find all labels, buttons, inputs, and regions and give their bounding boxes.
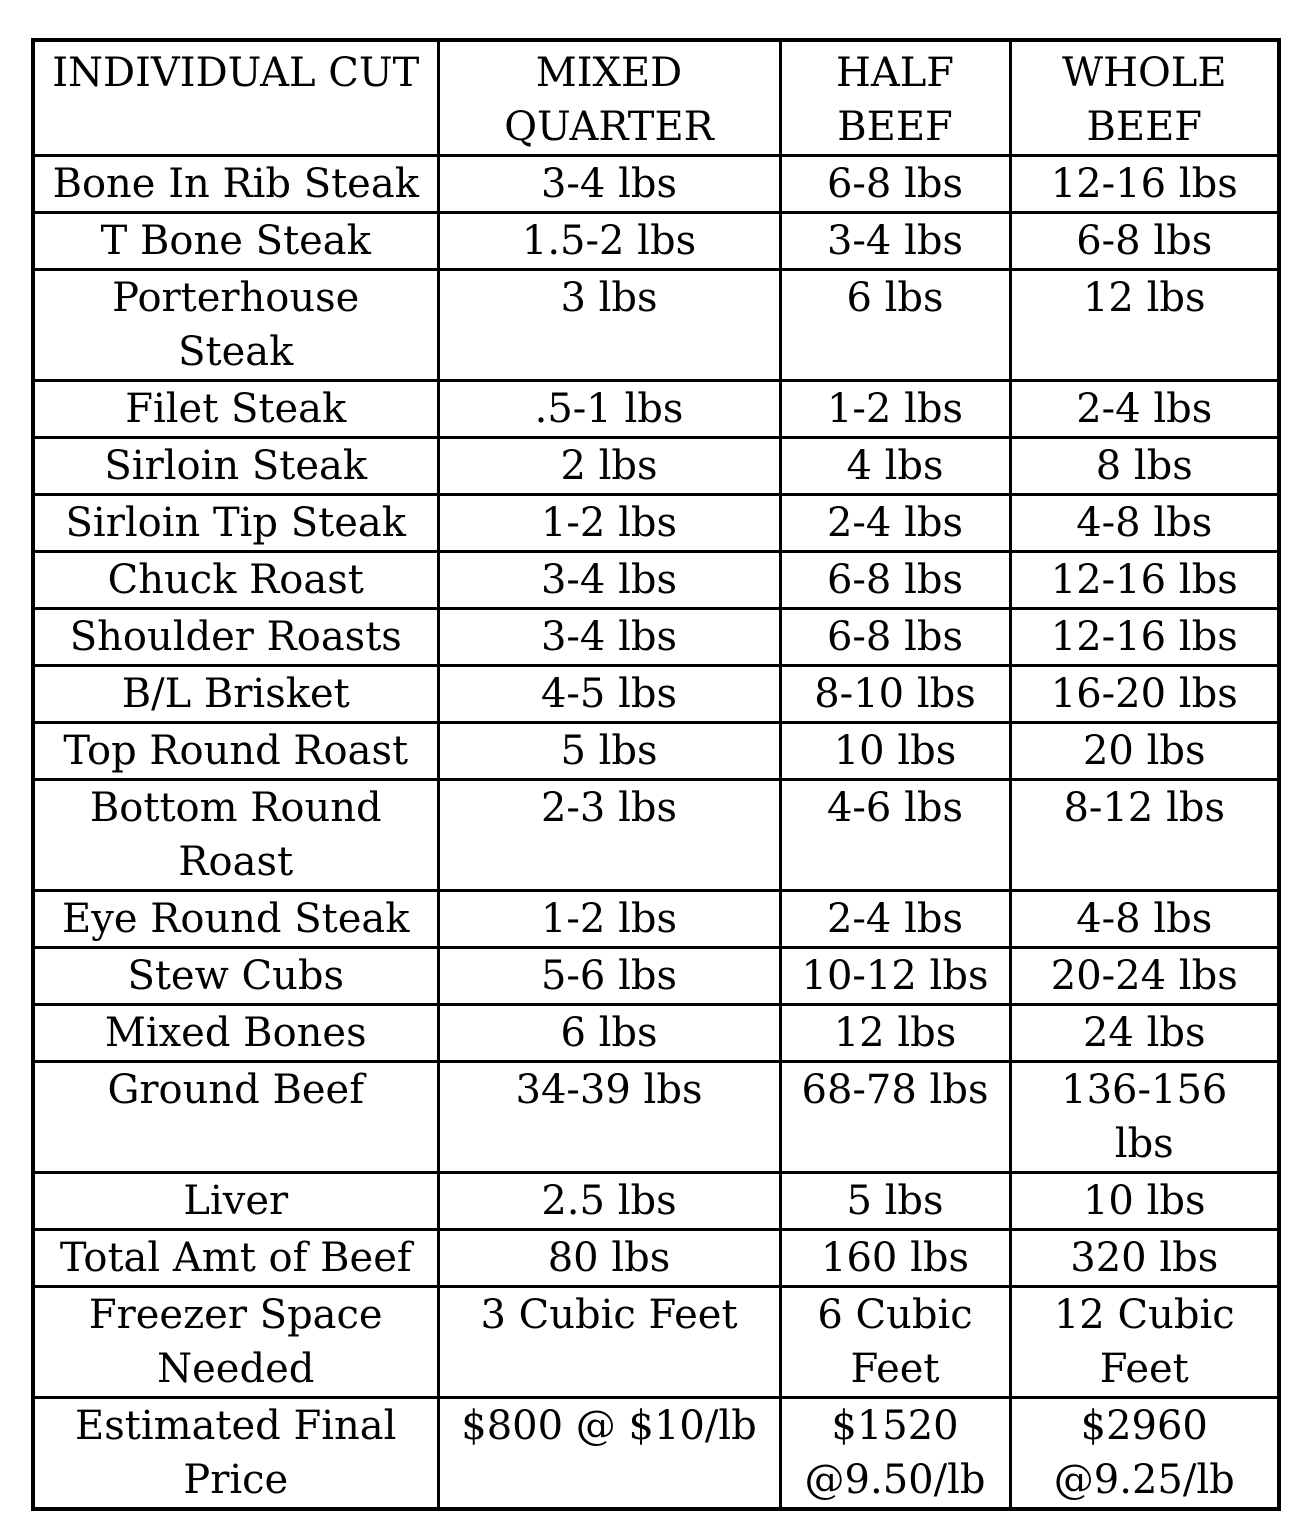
whole-beef-cell: $2960 @9.25/lb xyxy=(1010,1398,1279,1510)
cut-name-cell: Eye Round Steak xyxy=(33,891,438,948)
half-beef-cell: 1-2 lbs xyxy=(780,381,1010,438)
cut-name-cell: T Bone Steak xyxy=(33,213,438,270)
table-row xyxy=(33,666,1279,723)
half-beef-cell: 6-8 lbs xyxy=(780,156,1010,213)
cut-name-cell: Sirloin Steak xyxy=(33,438,438,495)
whole-beef-cell: 24 lbs xyxy=(1010,1005,1279,1062)
mixed-quarter-cell: 3 lbs xyxy=(438,270,780,381)
whole-beef-cell: 320 lbs xyxy=(1010,1230,1279,1287)
table-row xyxy=(33,1230,1279,1287)
whole-beef-cell: 12 Cubic Feet xyxy=(1010,1287,1279,1398)
whole-beef-cell: 12-16 lbs xyxy=(1010,552,1279,609)
half-beef-cell: 8-10 lbs xyxy=(780,666,1010,723)
table-row xyxy=(33,213,1279,270)
table-row xyxy=(33,948,1279,1005)
cut-name-cell: Bottom Round Roast xyxy=(33,780,438,891)
cut-name-cell: Filet Steak xyxy=(33,381,438,438)
whole-beef-cell: 20-24 lbs xyxy=(1010,948,1279,1005)
table-row xyxy=(33,438,1279,495)
cut-name-cell: Shoulder Roasts xyxy=(33,609,438,666)
mixed-quarter-cell: 1-2 lbs xyxy=(438,495,780,552)
whole-beef-cell: 16-20 lbs xyxy=(1010,666,1279,723)
half-beef-cell: 4 lbs xyxy=(780,438,1010,495)
mixed-quarter-cell: 80 lbs xyxy=(438,1230,780,1287)
header-mixed-quarter: MIXED QUARTER xyxy=(438,40,780,156)
mixed-quarter-cell: 1.5-2 lbs xyxy=(438,213,780,270)
header-individual-cut: INDIVIDUAL CUT xyxy=(33,40,438,156)
cut-name-cell: Ground Beef xyxy=(33,1062,438,1173)
table-row xyxy=(33,1287,1279,1398)
mixed-quarter-cell: $800 @ $10/lb xyxy=(438,1398,780,1510)
mixed-quarter-cell: 3-4 lbs xyxy=(438,156,780,213)
cut-name-cell: Mixed Bones xyxy=(33,1005,438,1062)
whole-beef-cell: 12 lbs xyxy=(1010,270,1279,381)
mixed-quarter-cell: .5-1 lbs xyxy=(438,381,780,438)
table-row xyxy=(33,723,1279,780)
header-half-beef: HALF BEEF xyxy=(780,40,1010,156)
table-row xyxy=(33,552,1279,609)
beef-cuts-table xyxy=(31,38,1281,1511)
half-beef-cell: 3-4 lbs xyxy=(780,213,1010,270)
whole-beef-cell: 12-16 lbs xyxy=(1010,156,1279,213)
mixed-quarter-cell: 3 Cubic Feet xyxy=(438,1287,780,1398)
whole-beef-cell: 8 lbs xyxy=(1010,438,1279,495)
mixed-quarter-cell: 5 lbs xyxy=(438,723,780,780)
half-beef-cell: 4-6 lbs xyxy=(780,780,1010,891)
whole-beef-cell: 4-8 lbs xyxy=(1010,891,1279,948)
cut-name-cell: Bone In Rib Steak xyxy=(33,156,438,213)
table-body xyxy=(33,156,1279,1510)
half-beef-cell: 6-8 lbs xyxy=(780,609,1010,666)
mixed-quarter-cell: 2 lbs xyxy=(438,438,780,495)
cut-name-cell: Sirloin Tip Steak xyxy=(33,495,438,552)
mixed-quarter-cell: 5-6 lbs xyxy=(438,948,780,1005)
half-beef-cell: 10 lbs xyxy=(780,723,1010,780)
half-beef-cell: 6 Cubic Feet xyxy=(780,1287,1010,1398)
mixed-quarter-cell: 34-39 lbs xyxy=(438,1062,780,1173)
half-beef-cell: 2-4 lbs xyxy=(780,495,1010,552)
table-row xyxy=(33,381,1279,438)
half-beef-cell: 68-78 lbs xyxy=(780,1062,1010,1173)
table-row xyxy=(33,1398,1279,1510)
whole-beef-cell: 8-12 lbs xyxy=(1010,780,1279,891)
whole-beef-cell: 2-4 lbs xyxy=(1010,381,1279,438)
header-whole-beef: WHOLE BEEF xyxy=(1010,40,1279,156)
table-row xyxy=(33,1062,1279,1173)
cut-name-cell: Freezer Space Needed xyxy=(33,1287,438,1398)
mixed-quarter-cell: 3-4 lbs xyxy=(438,609,780,666)
cut-name-cell: Liver xyxy=(33,1173,438,1230)
mixed-quarter-cell: 2.5 lbs xyxy=(438,1173,780,1230)
whole-beef-cell: 10 lbs xyxy=(1010,1173,1279,1230)
whole-beef-cell: 136-156 lbs xyxy=(1010,1062,1279,1173)
whole-beef-cell: 20 lbs xyxy=(1010,723,1279,780)
table-row xyxy=(33,270,1279,381)
table-row xyxy=(33,156,1279,213)
mixed-quarter-cell: 1-2 lbs xyxy=(438,891,780,948)
half-beef-cell: $1520 @9.50/lb xyxy=(780,1398,1010,1510)
half-beef-cell: 160 lbs xyxy=(780,1230,1010,1287)
cut-name-cell: Stew Cubs xyxy=(33,948,438,1005)
whole-beef-cell: 12-16 lbs xyxy=(1010,609,1279,666)
cut-name-cell: Porterhouse Steak xyxy=(33,270,438,381)
half-beef-cell: 2-4 lbs xyxy=(780,891,1010,948)
cut-name-cell: Chuck Roast xyxy=(33,552,438,609)
table-row xyxy=(33,1005,1279,1062)
cut-name-cell: Top Round Roast xyxy=(33,723,438,780)
half-beef-cell: 6 lbs xyxy=(780,270,1010,381)
mixed-quarter-cell: 2-3 lbs xyxy=(438,780,780,891)
half-beef-cell: 12 lbs xyxy=(780,1005,1010,1062)
cut-name-cell: Total Amt of Beef xyxy=(33,1230,438,1287)
header-row xyxy=(33,40,1279,156)
half-beef-cell: 5 lbs xyxy=(780,1173,1010,1230)
table-row xyxy=(33,609,1279,666)
half-beef-cell: 10-12 lbs xyxy=(780,948,1010,1005)
table-row xyxy=(33,1173,1279,1230)
mixed-quarter-cell: 6 lbs xyxy=(438,1005,780,1062)
whole-beef-cell: 6-8 lbs xyxy=(1010,213,1279,270)
table-row xyxy=(33,780,1279,891)
mixed-quarter-cell: 4-5 lbs xyxy=(438,666,780,723)
table-row xyxy=(33,495,1279,552)
cut-name-cell: B/L Brisket xyxy=(33,666,438,723)
cut-name-cell: Estimated Final Price xyxy=(33,1398,438,1510)
whole-beef-cell: 4-8 lbs xyxy=(1010,495,1279,552)
table-row xyxy=(33,891,1279,948)
mixed-quarter-cell: 3-4 lbs xyxy=(438,552,780,609)
half-beef-cell: 6-8 lbs xyxy=(780,552,1010,609)
